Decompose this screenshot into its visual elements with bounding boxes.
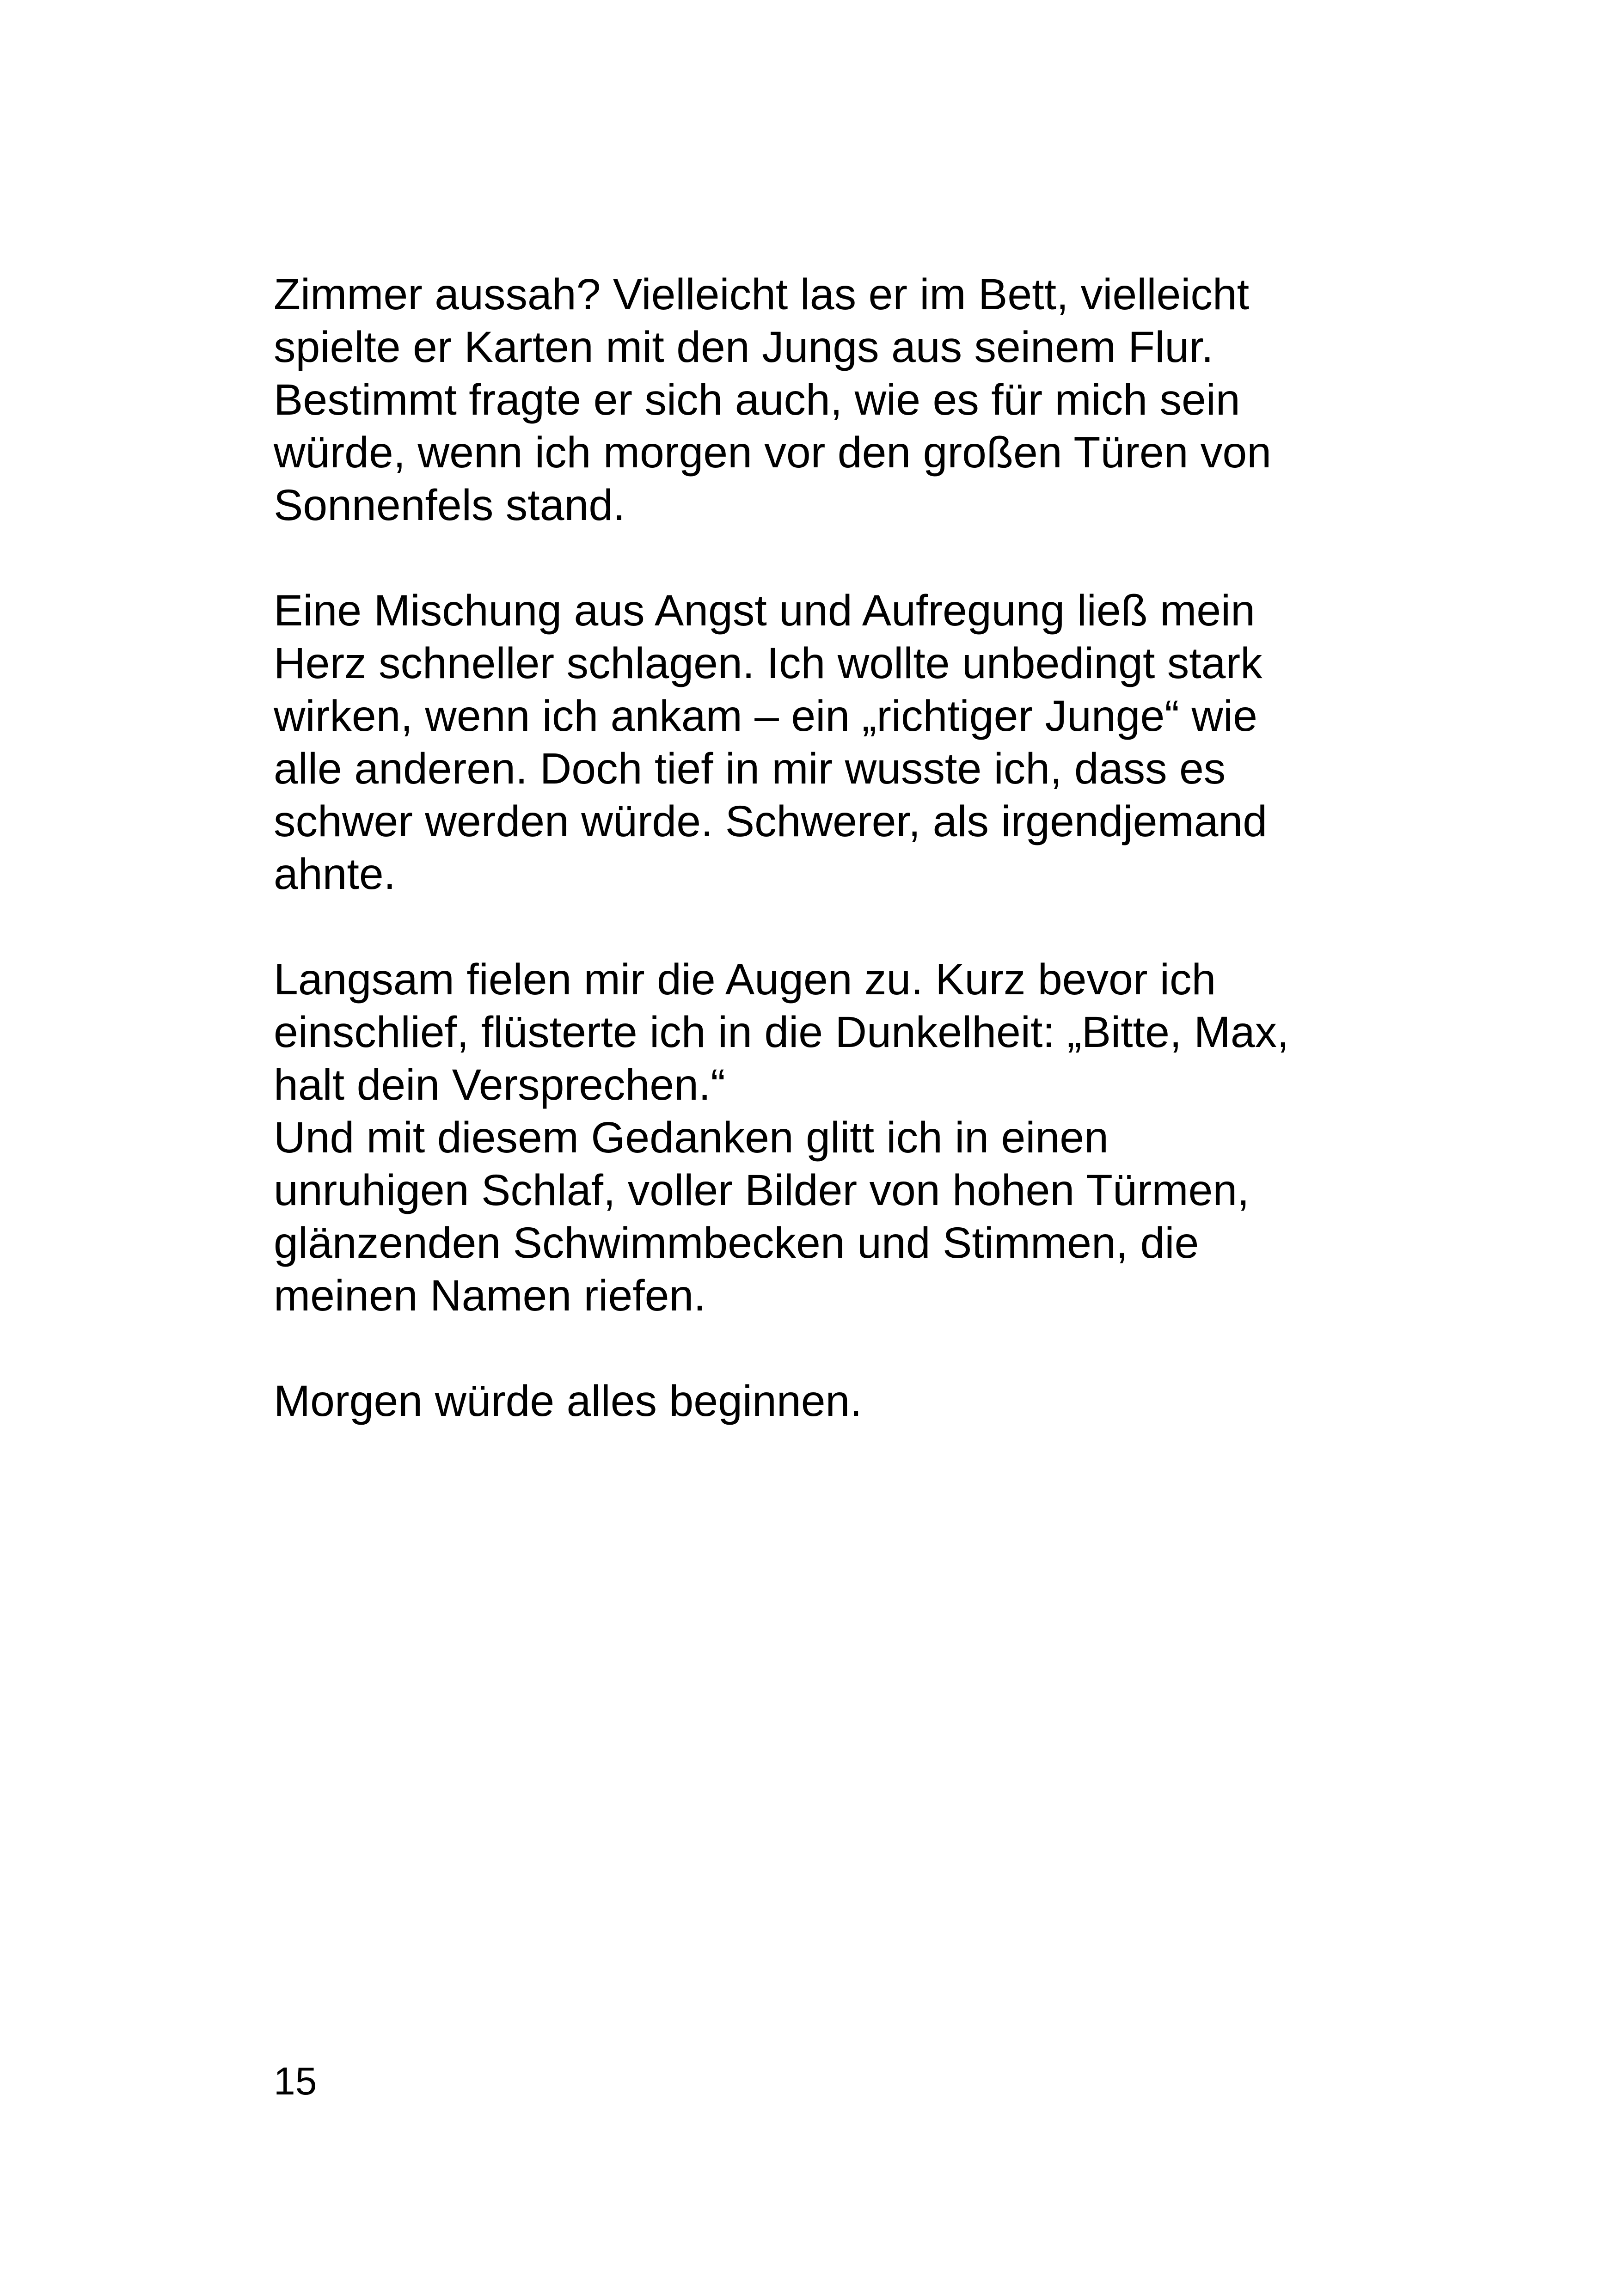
text-line: Herz schneller schlagen. Ich wollte unbedingt stark: [274, 639, 1263, 688]
text-line: wirken, wenn ich ankam – ein „richtiger Junge“ wie: [274, 692, 1257, 741]
page-number: 15: [274, 2059, 317, 2103]
text-line: Und mit diesem Gedanken glitt ich in einen: [274, 1113, 1109, 1162]
text-line: spielte er Karten mit den Jungs aus seinem Flur.: [274, 323, 1214, 372]
text-line: meinen Namen riefen.: [274, 1271, 706, 1320]
text-line: halt dein Versprechen.“: [274, 1060, 725, 1109]
text-line: Langsam fielen mir die Augen zu. Kurz bevor ich: [274, 955, 1216, 1004]
text-line: ahnte.: [274, 850, 396, 899]
paragraph-spacer: [274, 1322, 1429, 1375]
text-line: glänzenden Schwimmbecken und Stimmen, die: [274, 1218, 1199, 1267]
text-line: Morgen würde alles beginnen.: [274, 1377, 862, 1426]
paragraph-3: [274, 953, 1429, 1322]
body-text: [274, 268, 1429, 1427]
text-line: Eine Mischung aus Angst und Aufregung ließ mein: [274, 586, 1255, 635]
text-line: unruhigen Schlaf, voller Bilder von hohen Türmen,: [274, 1166, 1250, 1215]
paragraph-spacer: [274, 532, 1429, 584]
text-line: würde, wenn ich morgen vor den großen Türen von: [274, 428, 1272, 477]
text-line: alle anderen. Doch tief in mir wusste ich, dass es: [274, 744, 1226, 793]
text-line: schwer werden würde. Schwerer, als irgendjemand: [274, 797, 1268, 846]
paragraph-2: [274, 584, 1429, 900]
paragraph-1: [274, 268, 1429, 532]
text-line: Bestimmt fragte er sich auch, wie es für mich sein: [274, 375, 1240, 424]
paragraph-4: [274, 1375, 1429, 1427]
text-line: einschlief, flüsterte ich in die Dunkelheit: „Bitte, Max,: [274, 1008, 1289, 1057]
paragraph-spacer: [274, 900, 1429, 953]
text-line: Zimmer aussah? Vielleicht las er im Bett, vielleicht: [274, 270, 1250, 319]
text-line: Sonnenfels stand.: [274, 481, 625, 530]
